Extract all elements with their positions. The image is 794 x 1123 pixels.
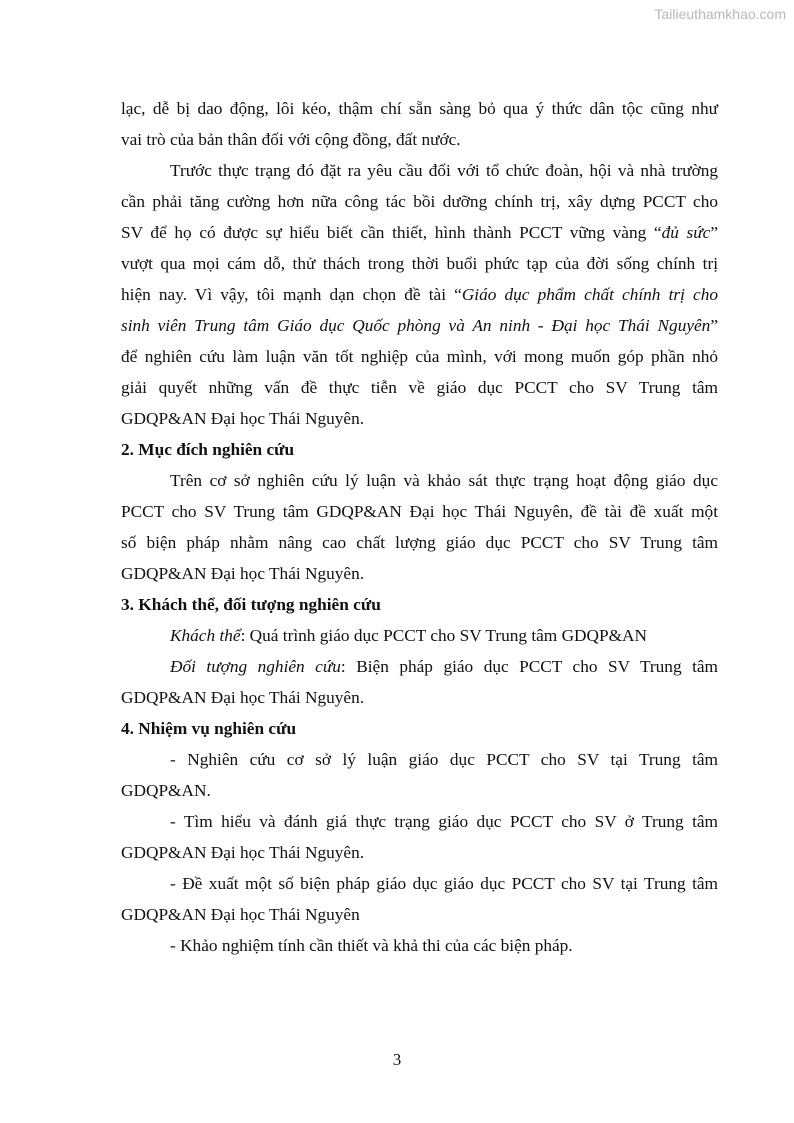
page-number: 3 [392,1050,402,1069]
text-line: GDQP&AN Đại học Thái Nguyên [121,905,360,924]
text-run: ” [710,316,718,335]
text-line: GDQP&AN Đại học Thái Nguyên. [121,564,365,583]
text-line: lạc, dễ bị dao động, lôi kéo, thậm chí sẵn sàng bỏ qua ý thức dân tộc cũng như [121,99,718,118]
list-item: - Nghiên cứu cơ sở lý luận giáo dục PCCT cho SV tại Trung tâm [170,750,718,769]
text-line: GDQP&AN Đại học Thái Nguyên. [121,409,365,428]
text-line [121,310,718,341]
text-line: vai trò của bản thân đối với cộng đồng, đất nước. [121,130,461,149]
page-body [121,93,718,961]
list-item: - Tìm hiểu và đánh giá thực trạng giáo dục PCCT cho SV ở Trung tâm [170,812,718,831]
text-line [121,217,718,248]
text-run: hiện nay. Vì vậy, tôi mạnh dạn chọn đề tài “ [121,285,462,304]
list-item: - Khảo nghiệm tính cần thiết và khả thi của các biện pháp. [170,936,573,955]
list-item: - Đề xuất một số biện pháp giáo dục giáo dục PCCT cho SV tại Trung tâm [170,874,718,893]
italic-phrase: đủ sức [661,223,711,242]
text-line: cần phải tăng cường hơn nữa công tác bồi dưỡng chính trị, xây dựng PCCT cho [121,192,718,211]
text-line: giải quyết những vấn đề thực tiễn về giáo dục PCCT cho SV Trung tâm [121,378,718,397]
text-line: vượt qua mọi cám dỗ, thử thách trong thời buổi phức tạp của đời sống chính trị [121,254,718,273]
text-line: số biện pháp nhằm nâng cao chất lượng giáo dục PCCT cho SV Trung tâm [121,533,718,552]
section-heading: 4. Nhiệm vụ nghiên cứu [121,719,297,738]
text-line: GDQP&AN Đại học Thái Nguyên. [121,688,365,707]
text-run: SV để họ có được sự hiểu biết cần thiết, hình thành PCCT vững vàng “ [121,223,662,242]
text-line: PCCT cho SV Trung tâm GDQP&AN Đại học Thái Nguyên, đề tài đề xuất một [121,502,718,521]
text-line [121,279,718,310]
term-label: Đối tượng nghiên cứu [170,657,341,676]
watermark: Tailieuthamkhao.com [654,6,786,22]
text-line: GDQP&AN Đại học Thái Nguyên. [121,843,365,862]
thesis-title: Giáo dục phẩm chất chính trị cho [461,285,718,304]
section-heading: 2. Mục đích nghiên cứu [121,440,295,459]
text-line: Trước thực trạng đó đặt ra yêu cầu đối với tổ chức đoàn, hội và nhà trường [170,161,718,180]
section-heading: 3. Khách thể, đối tượng nghiên cứu [121,595,381,614]
text-line: để nghiên cứu làm luận văn tốt nghiệp của mình, với mong muốn góp phần nhỏ [121,347,718,366]
text-run: : Biện pháp giáo dục PCCT cho SV Trung tâm [340,657,718,676]
text-line: GDQP&AN. [121,781,211,800]
text-run: : Quá trình giáo dục PCCT cho SV Trung tâm GDQP&AN [240,626,648,645]
text-run: ” [710,223,718,242]
thesis-title: sinh viên Trung tâm Giáo dục Quốc phòng và An ninh - Đại học Thái Nguyên [121,316,711,335]
text-line [121,620,718,651]
text-line: Trên cơ sở nghiên cứu lý luận và khảo sát thực trạng hoạt động giáo dục [170,471,718,490]
text-line [121,651,718,682]
term-label: Khách thể [170,626,241,645]
